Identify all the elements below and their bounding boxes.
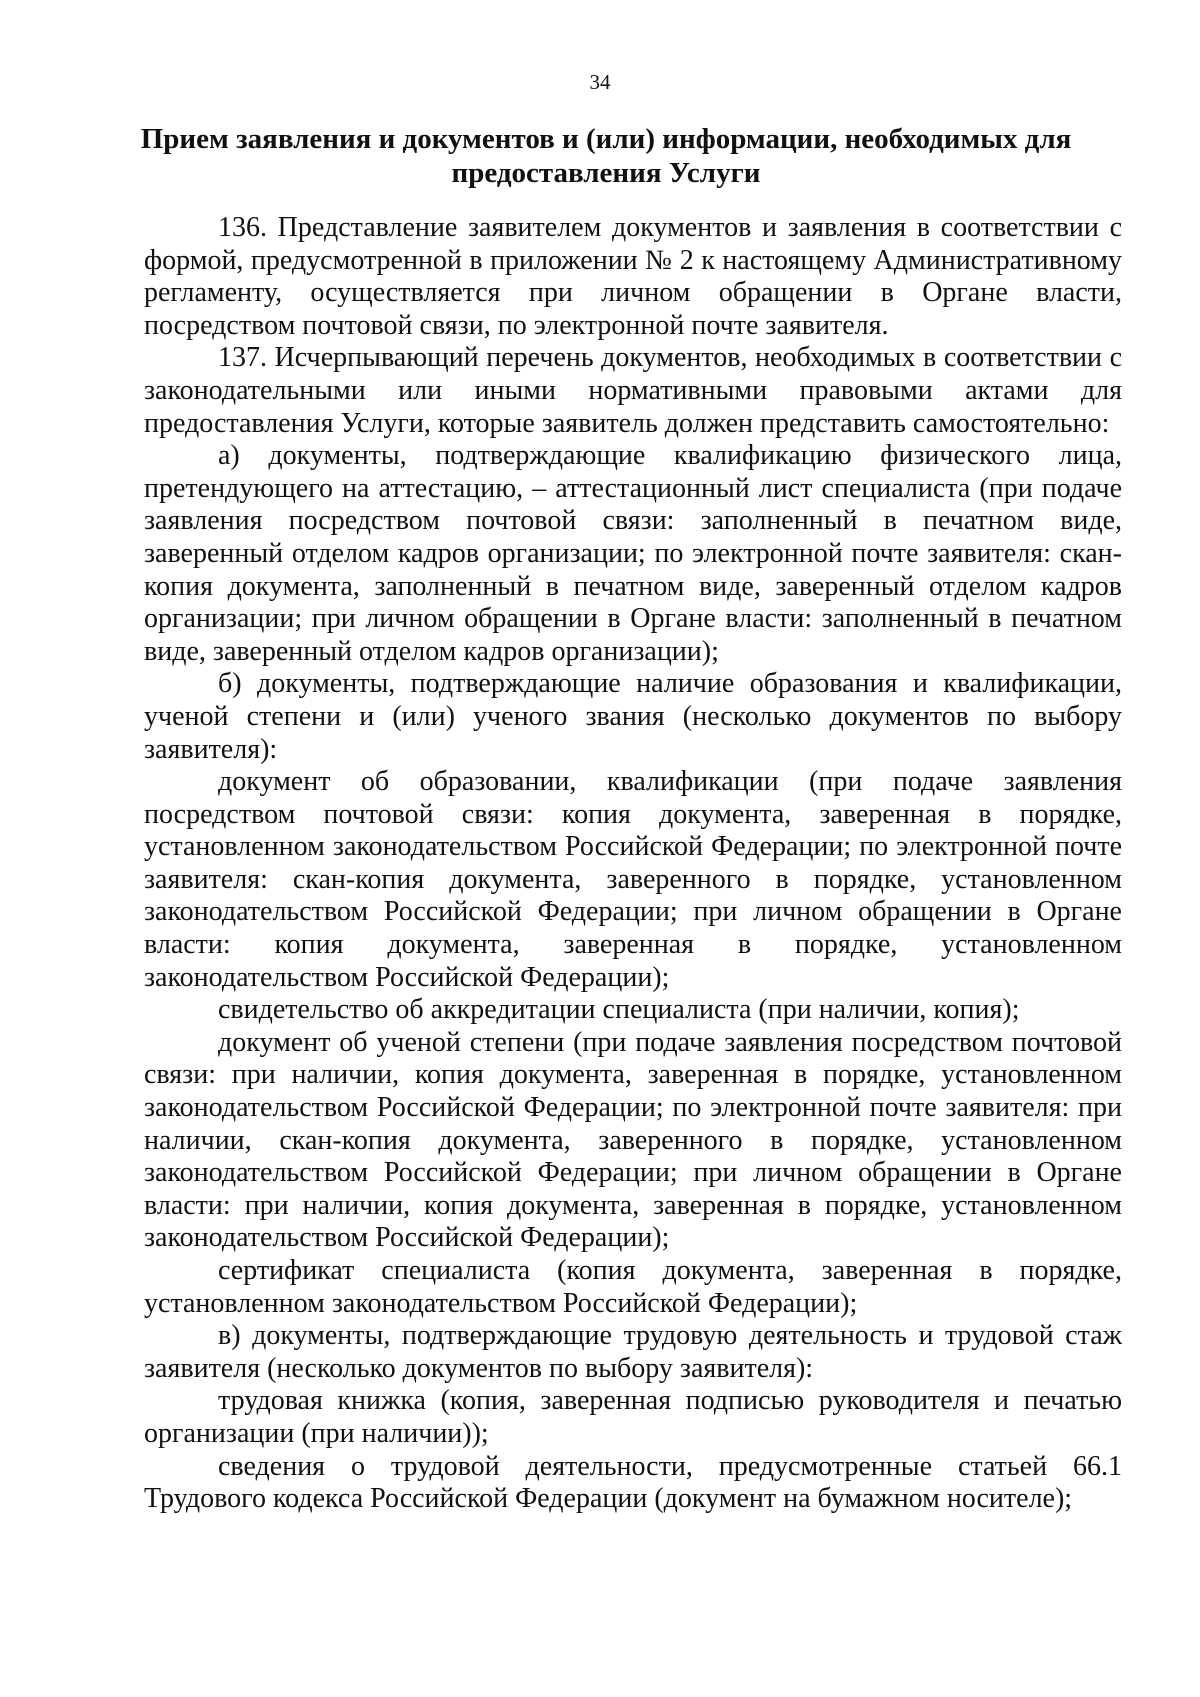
list-item-v: в) документы, подтверждающие трудовую деятельность и трудовой стаж заявителя (несколько документов по выбору заявителя):	[144, 1320, 1122, 1384]
section-title-line-1: Прием заявления и документов и (или) информации, необходимых для	[140, 123, 1072, 155]
page-number: 34	[589, 70, 611, 94]
specialist-certificate-item: сертификат специалиста (копия документа, заверенная в порядке, установленном законодательством Российской Федерации);	[144, 1255, 1122, 1319]
education-document-item: документ об образовании, квалификации (при подаче заявления посредством почтовой связи: копия документа, заверенная в порядке, установленном законодательством Российской Федерации; по электронной почте заявителя: скан-копия документа, заверенного в порядке, установленном законодательством Российской Федерации; при личном обращении в Органе власти: копия документа, заверенная в порядке, установленном законодательством Российской Федерации);	[144, 766, 1122, 993]
section-title-line-2: предоставления Услуги	[451, 157, 761, 189]
employment-record-book-item: трудовая книжка (копия, заверенная подписью руководителя и печатью организации (при наличии));	[144, 1385, 1122, 1449]
paragraph-136: 136. Представление заявителем документов и заявления в соответствии с формой, предусмотренной в приложении № 2 к настоящему Административному регламенту, осуществляется при личном обращении в Органе власти, посредством почтовой связи, по электронной почте заявителя.	[144, 212, 1122, 341]
list-item-a: а) документы, подтверждающие квалификацию физического лица, претендующего на аттестацию, – аттестационный лист специалиста (при подаче заявления посредством почтовой связи: заполненный в печатном виде, заверенный отделом кадров организации; по электронной почте заявителя: скан-копия документа, заполненный в печатном виде, заверенный отделом кадров организации; при личном обращении в Органе власти: заполненный в печатном виде, заверенный отделом кадров организации);	[144, 440, 1122, 667]
list-item-b: б) документы, подтверждающие наличие образования и квалификации, ученой степени и (или) ученого звания (несколько документов по выбору заявителя):	[144, 668, 1122, 765]
employment-information-item: сведения о трудовой деятельности, предусмотренные статьей 66.1 Трудового кодекса Российской Федерации (документ на бумажном носителе);	[144, 1450, 1122, 1515]
academic-degree-document-item: документ об ученой степени (при подаче заявления посредством почтовой связи: при наличии, копия документа, заверенная в порядке, установленном законодательством Российской Федерации; по электронной почте заявителя: при наличии, скан-копия документа, заверенного в порядке, установленном законодательством Российской Федерации; при личном обращении в Органе власти: при наличии, копия документа, заверенная в порядке, установленном законодательством Российской Федерации);	[144, 1026, 1122, 1254]
section-title	[130, 122, 1082, 190]
paragraph-137: 137. Исчерпывающий перечень документов, необходимых в соответствии с законодательными или иными нормативными правовыми актами для предоставления Услуги, которые заявитель должен представить самостоятельно:	[144, 342, 1122, 439]
accreditation-certificate-item: свидетельство об аккредитации специалиста (при наличии, копия);	[218, 994, 1020, 1026]
document-body	[144, 212, 1122, 1516]
